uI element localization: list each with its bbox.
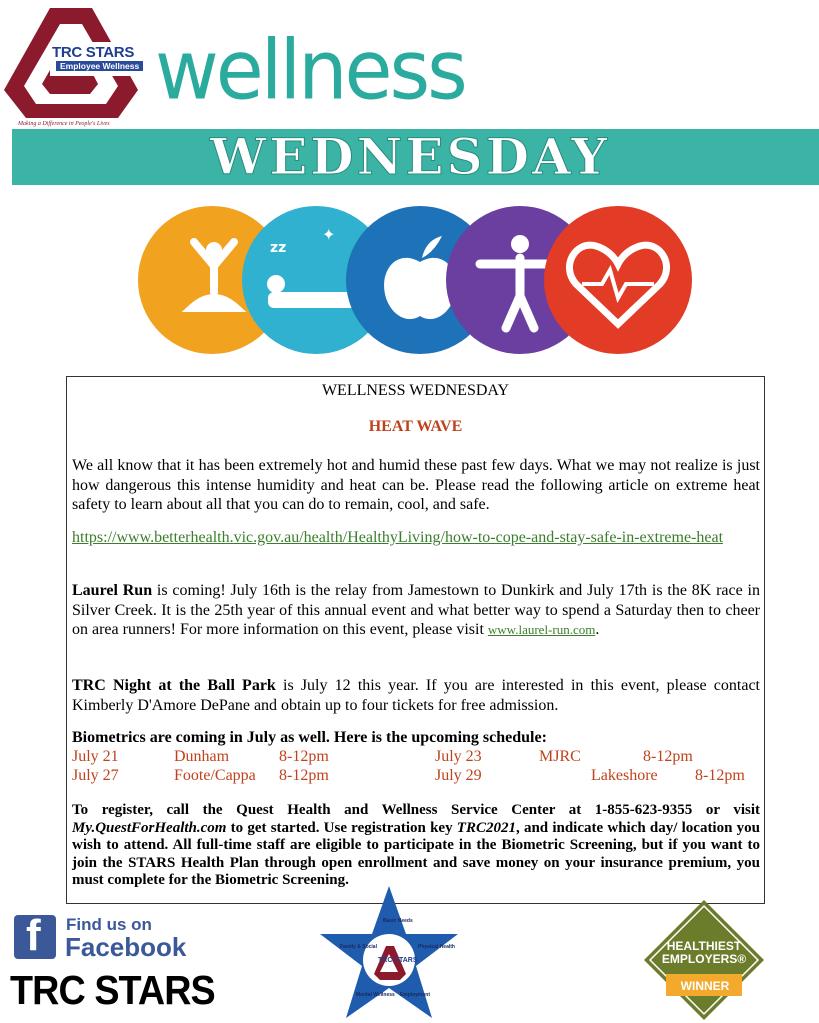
logo-tagline: Making a Difference in People's Lives [18,121,110,127]
registration-paragraph [72,802,760,890]
star-center-label: TRC STARS [378,957,418,964]
schedule-time: 8-12pm [643,748,693,765]
registration-key: TRC2021 [456,819,516,836]
intro-paragraph: We all know that it has been extremely hot and humid these past few days. What we may not realize is just how dangerous this intense humidity and heat can be. Please read the following article on extreme heat safety to learn about all that you can do to remain, cool, and safe. [72,457,760,513]
badge-winner-label: WINNER [680,979,730,993]
svg-text:zz: zz [270,240,287,256]
logo-subtitle: Employee Wellness [56,61,143,71]
laurel-run-end: . [595,621,600,638]
trc-stars-footer-title: TRC STARS [10,967,215,1013]
ballpark-text: is July 12 this year. If you are interested in this event, please contact Kimberly D'Amore DePane and obtain up to four tickets for free admission. [72,677,761,714]
heart-icon [544,206,692,354]
article-title: WELLNESS WEDNESDAY [321,382,510,399]
register-text-2: to get started. Use registration key [226,819,457,836]
badge-line-2: EMPLOYERS® [661,952,747,966]
logo-name: TRC STARS [52,44,135,61]
wellness-icons-strip [130,200,700,360]
schedule-time: 8-12pm [279,748,329,765]
schedule-time: 8-12pm [279,767,329,784]
laurel-run-link[interactable]: www.laurel-run.com [487,622,596,637]
wednesday-title: WEDNESDAY [210,127,610,186]
biometrics-heading: Biometrics are coming in July as well. Here is the upcoming schedule: [72,729,547,746]
schedule-date: July 23 [435,748,482,765]
schedule-date: July 21 [72,748,119,765]
laurel-run-text: is coming! July 16th is the relay from Jamestown to Dunkirk and July 17th is the 8K race in Silver Creek. It is the 25th year of this annual event and what better way to spend a Saturday then to cheer on area runners! For more information on this event, please visit [72,582,761,638]
find-us-label: Find us on [66,915,152,934]
star-point-label: Mental Wellness [356,992,395,998]
schedule-time: 8-12pm [695,767,745,784]
star-point-label: Employment [400,992,431,998]
facebook-label[interactable]: Facebook [65,932,187,962]
article-box [66,376,765,904]
star-point-label: Physical Health [418,944,455,950]
facebook-f-glyph: f [26,911,41,960]
register-website: My.QuestForHealth.com [72,819,227,836]
star-point-label: Family & Social [340,944,377,950]
laurel-run-label: Laurel Run [72,582,153,599]
article-subtitle: HEAT WAVE [368,418,463,435]
schedule-location: MJRC [539,748,581,765]
badge-line-1: HEALTHIEST [666,939,742,953]
schedule-date: July 27 [72,767,119,784]
register-text-3: , and indicate which day/ location you wish to attend. All full-time staff are eligible to participate in the Biometric Screening, but if you want to join the STARS Health Plan through open enrollment and save money on your insurance premium, you must complete for the Biometric Screening. [72,819,760,888]
schedule-location: Lakeshore [591,767,658,784]
star-point-label: Basic Needs [383,918,413,924]
schedule-location: Foote/Cappa [174,767,256,784]
svg-text:✦: ✦ [322,225,336,244]
schedule-date: July 29 [435,767,482,784]
register-text-1: To register, call the Quest Health and Wellness Service Center at 1-855-623-9355 or visit [72,802,760,818]
schedule-location: Dunham [174,748,230,765]
ballpark-label: TRC Night at the Ball Park [72,677,276,694]
wellness-title: wellness [155,23,465,119]
ballpark-paragraph [72,676,760,715]
stars-emblem-icon [318,884,460,1022]
laurel-run-paragraph [72,581,760,640]
heat-safety-link[interactable]: https://www.betterhealth.vic.gov.au/health/HealthyLiving/how-to-cope-and-stay-safe-in-extreme-heat [72,529,724,546]
